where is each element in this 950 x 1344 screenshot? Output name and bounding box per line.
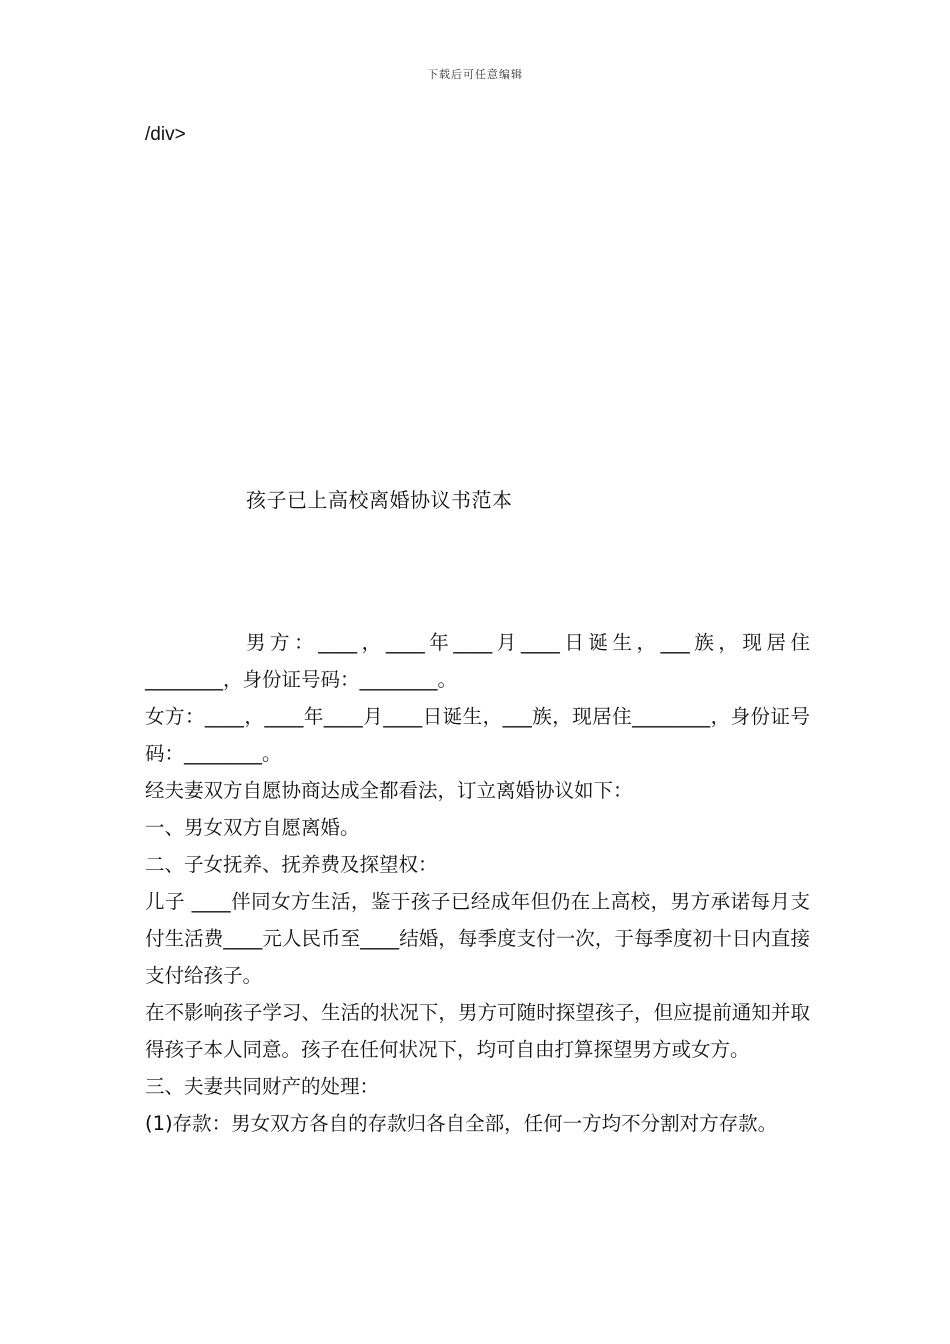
paragraph-clause-3-heading: 三、夫妻共同财产的处理： [145,1075,380,1098]
paragraph-child-support: 儿子 ____伴同女方生活，鉴于孩子已经成年但仍在上高校，男方承诺每月支付生活费____元人民币至____结婚，每季度支付一次，于每季度初十日内直接支付给孩子。 [145,890,810,987]
paragraph-clause-1: 一、男女双方自愿离婚。 [145,816,360,839]
paragraph-husband-info: 男方：____，____年____月____日诞生，___族，现居住________，身份证号码：________。 [145,631,810,691]
paragraph-savings: (1)存款：男女双方各自的存款归各自全部，任何一方均不分割对方存款。 [145,1112,778,1135]
paragraph-wife-info: 女方：____，____年____月____日诞生，___族，现居住________，身份证号码：________。 [145,705,810,765]
paragraph-agreement-intro: 经夫妻双方自愿协商达成全都看法，订立离婚协议如下： [145,779,633,802]
document-title: 孩子已上高校离婚协议书范本 [246,488,513,512]
paragraph-clause-2-heading: 二、子女抚养、抚养费及探望权： [145,853,438,876]
header-note: 下载后可任意编辑 [427,68,523,81]
stray-markup-text: /div> [145,124,186,145]
document-body [145,624,810,1142]
paragraph-visitation: 在不影响孩子学习、生活的状况下，男方可随时探望孩子，但应提前通知并取得孩子本人同意。孩子在任何状况下，均可自由打算探望男方或女方。 [145,1001,810,1061]
